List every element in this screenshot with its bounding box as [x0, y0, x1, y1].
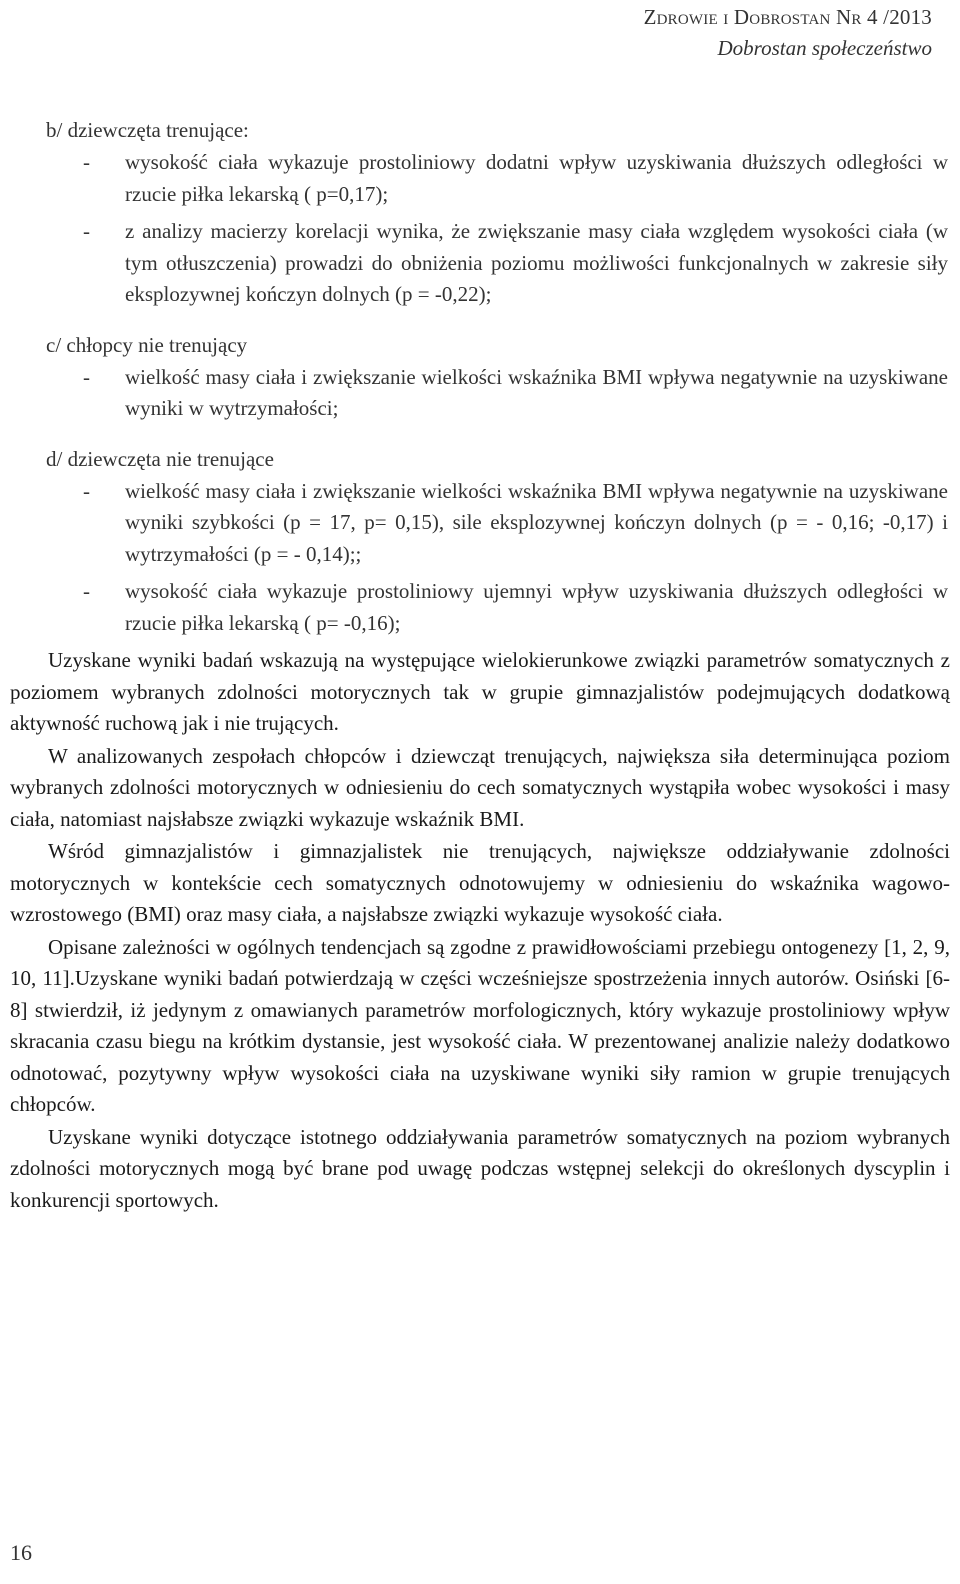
list-item: - z analizy macierzy korelacji wynika, że zwiększanie masy ciała względem wysokości ciała (w tym otłuszczenia) prowadzi do obniżenia poziomu możliwości funkcjonalnych w zakresie siły eksplozywnej kończyn dolnych (p = -0,22);	[83, 219, 948, 306]
journal-title: Zdrowie i Dobrostan Nr 4 /2013	[643, 5, 932, 29]
section-d	[10, 443, 950, 640]
page-body	[10, 114, 950, 1217]
body-paragraph: Uzyskane wyniki badań wskazują na występujące wielokierunkowe związki parametrów somatycznych z poziomem wybranych zdolności motorycznych tak w grupie gimnazjalistów podejmujących dodatkową aktywność ruchową jak i nie trujących.	[10, 648, 950, 735]
list-item-text: wielkość masy ciała i zwiększanie wielkości wskaźnika BMI wpływa negatywnie na uzyskiwane wyniki szybkości (p = 17, p= 0,15), sile eksplozywnej kończyn dolnych (p = - 0,16; -0,17) i wytrzymałości (p = - 0,14);;	[125, 478, 948, 566]
list-item: - wielkość masy ciała i zwiększanie wielkości wskaźnika BMI wpływa negatywnie na uzyskiwane wyniki szybkości (p = 17, p= 0,15), sile eksplozywnej kończyn dolnych (p = - 0,16; -0,17) i wytrzymałości (p = - 0,14);;	[83, 478, 948, 566]
list-item-text: wielkość masy ciała i zwiększanie wielkości wskaźnika BMI wpływa negatywnie na uzyskiwane wyniki w wytrzymałości;	[125, 364, 948, 420]
section-c	[10, 329, 950, 425]
running-header	[644, 2, 932, 64]
section-heading: d/ dziewczęta nie trenujące	[46, 446, 274, 471]
section-heading: c/ chłopcy nie trenujący	[46, 332, 248, 357]
body-paragraph: Uzyskane wyniki dotyczące istotnego oddziaływania parametrów somatycznych na poziom wybranych zdolności motorycznych mogą być brane pod uwagę podczas wstępnej selekcji do określonych dyscyplin i konkurencji sportowych.	[10, 1124, 950, 1212]
body-paragraph: W analizowanych zespołach chłopców i dziewcząt trenujących, największa siła determinująca poziom wybranych zdolności motorycznych w odniesieniu do cech somatycznych wystąpiła wobec wysokości i masy ciała, natomiast najsłabsze związki wykazuje wskaźnik BMI.	[10, 743, 950, 831]
section-heading: b/ dziewczęta trenujące:	[46, 118, 249, 142]
body-paragraph: Wśród gimnazjalistów i gimnazjalistek nie trenujących, największe oddziaływanie zdolności motorycznych w kontekście cech somatycznych odnotowujemy w odniesieniu do wskaźnika wagowo-wzrostowego (BMI) oraz masy ciała, a najsłabsze związki wykazuje wysokość ciała.	[10, 839, 950, 926]
list-item-text: wysokość ciała wykazuje prostoliniowy ujemnyi wpływ uzyskiwania dłuższych odległości w rzucie piłka lekarską ( p= -0,16);	[125, 579, 948, 635]
list-item: - wielkość masy ciała i zwiększanie wielkości wskaźnika BMI wpływa negatywnie na uzyskiwane wyniki w wytrzymałości;	[83, 364, 948, 420]
list-item: - wysokość ciała wykazuje prostoliniowy ujemnyi wpływ uzyskiwania dłuższych odległości w rzucie piłka lekarską ( p= -0,16);	[83, 579, 948, 635]
list-item: - wysokość ciała wykazuje prostoliniowy dodatni wpływ uzyskiwania dłuższych odległości w rzucie piłka lekarską ( p=0,17);	[83, 150, 948, 206]
body-paragraph: Opisane zależności w ogólnych tendencjach są zgodne z prawidłowościami przebiegu ontogenezy [1, 2, 9, 10, 11].Uzyskane wyniki badań potwierdzają w części wcześniejsze spostrzeżenia innych autorów. Osiński [6-8] stwierdził, iż jedynym z omawianych parametrów morfologicznych, który wykazuje prostoliniowy wpływ skracania czasu biegu na krótkim dystansie, jest wysokość ciała. W prezentowanej analizie należy dodatkowo odnotować, pozytywny wpływ wysokości ciała na uzyskiwane wyniki siły ramion w grupie trenujących chłopców.	[10, 934, 950, 1116]
list-item-text: z analizy macierzy korelacji wynika, że zwiększanie masy ciała względem wysokości ciała (w tym otłuszczenia) prowadzi do obniżenia poziomu możliwości funkcjonalnych w zakresie siły eksplozywnej kończyn dolnych (p = -0,22);	[125, 219, 948, 306]
page-number: 16	[10, 1540, 32, 1565]
list-item-text: wysokość ciała wykazuje prostoliniowy dodatni wpływ uzyskiwania dłuższych odległości w rzucie piłka lekarską ( p=0,17);	[125, 150, 948, 206]
section-title: Dobrostan społeczeństwo	[717, 36, 932, 60]
section-b	[10, 114, 950, 311]
